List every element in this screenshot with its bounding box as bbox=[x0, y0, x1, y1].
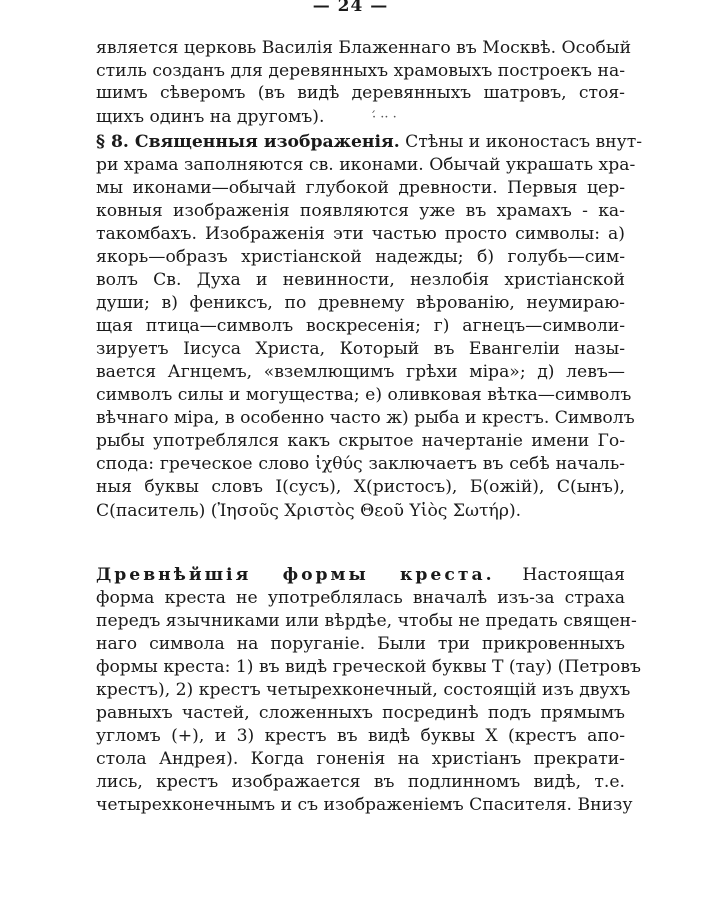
text-line bbox=[96, 269, 625, 291]
text-run: Настоящая bbox=[494, 565, 626, 585]
text-run: четырехконечнымъ и съ изображеніемъ Спасителя. Внизу bbox=[96, 795, 633, 815]
text-run: щая птица—символъ воскресенія; г) агнецъ—символи- bbox=[96, 316, 625, 336]
text-line bbox=[96, 500, 625, 522]
text-run: символъ силы и могущества; е) оливковая вѣтка—символъ bbox=[96, 385, 632, 405]
text-run: такомбахъ. Изображенія эти частью просто символы: а) bbox=[96, 224, 625, 244]
text-line bbox=[96, 200, 625, 222]
text-run: ри храма заполняются св. иконами. Обычай украшать хра- bbox=[96, 155, 636, 175]
text-line bbox=[96, 384, 632, 406]
text-line bbox=[96, 292, 625, 314]
text-line bbox=[96, 361, 625, 383]
text-line bbox=[96, 338, 625, 360]
text-line bbox=[96, 223, 625, 245]
text-run: волъ Св. Духа и невинности, незлобія христіанской bbox=[96, 270, 625, 290]
text-run: души; в) фениксъ, по древнему вѣрованію, неумираю- bbox=[96, 293, 625, 313]
text-run: лись, крестъ изображается въ подлинномъ видѣ, т.е. bbox=[96, 772, 625, 792]
text-line bbox=[96, 315, 625, 337]
text-run: вается Агнцемъ, «вземлющимъ грѣхи міра»; д) левъ— bbox=[96, 362, 625, 382]
text-line bbox=[96, 564, 625, 586]
text-run: форма креста не употреблялась вначалѣ изъ-за страха bbox=[96, 588, 625, 608]
text-line bbox=[96, 246, 625, 268]
text-line bbox=[96, 725, 625, 747]
section-heading: § 8. Священныя изображенія. bbox=[96, 132, 400, 152]
text-line bbox=[96, 430, 625, 452]
text-line bbox=[96, 679, 631, 701]
text-run: шимъ сѣверомъ (въ видѣ деревянныхъ шатровъ, стоя- bbox=[96, 83, 625, 103]
text-run: является церковь Василія Блаженнаго въ Москвѣ. Особый bbox=[96, 38, 632, 58]
text-line bbox=[96, 656, 641, 678]
page-number: — 24 — bbox=[312, 0, 389, 16]
text-line bbox=[96, 587, 625, 609]
text-run: рыбы употреблялся какъ скрытое начертаніе имени Го- bbox=[96, 431, 625, 451]
text-run: стиль созданъ для деревянныхъ храмовыхъ построекъ на- bbox=[96, 61, 625, 81]
text-run: спода: греческое слово ἰχθύς заключаетъ въ себѣ началь- bbox=[96, 454, 625, 474]
text-run: наго символа на поруганіе. Были три прикровенныхъ bbox=[96, 634, 625, 654]
text-run: Стѣны и иконостасъ внут- bbox=[399, 132, 643, 152]
text-line bbox=[96, 633, 625, 655]
text-run: мы иконами—обычай глубокой древности. Первыя цер- bbox=[96, 178, 625, 198]
text-line bbox=[96, 771, 625, 793]
text-line bbox=[96, 82, 625, 104]
text-run: ковныя изображенія появляются уже въ храмахъ - ка- bbox=[96, 201, 625, 221]
text-line bbox=[96, 131, 643, 153]
section-heading: Древнѣйшія формы креста. bbox=[96, 565, 495, 585]
text-run: С(паситель) (Ἰησοῦς Χριστὸς Θεοῦ Υἱὸς Σωτήρ). bbox=[96, 501, 522, 521]
text-run: формы креста: 1) въ видѣ греческой буквы Т (тау) (Петровъ bbox=[96, 657, 641, 677]
text-run: ныя буквы словъ І(сусъ), Х(ристосъ), Б(ожій), С(ынъ), bbox=[96, 477, 625, 497]
text-run: якорь—образъ христіанской надежды; б) голубь—сим- bbox=[96, 247, 625, 267]
text-line bbox=[96, 177, 625, 199]
text-line bbox=[96, 610, 637, 632]
text-run: стола Андрея). Когда гоненія на христіанъ прекрати- bbox=[96, 749, 625, 769]
text-run: равныхъ частей, сложенныхъ посрединѣ подъ прямымъ bbox=[96, 703, 625, 723]
text-run: зируетъ Іисуса Христа, Который въ Евангеліи назы- bbox=[96, 339, 625, 359]
text-run: крестъ), 2) крестъ четырехконечный, состоящій изъ двухъ bbox=[96, 680, 631, 700]
text-line bbox=[96, 453, 625, 475]
margin-mark: ·́ ·· · bbox=[372, 110, 397, 125]
text-line bbox=[96, 154, 636, 176]
text-run: передъ язычниками или вѣрдѣе, чтобы не предать священ- bbox=[96, 611, 637, 631]
text-line bbox=[96, 476, 625, 498]
text-line bbox=[96, 106, 625, 128]
text-line bbox=[96, 60, 625, 82]
text-line bbox=[96, 794, 633, 816]
text-line bbox=[96, 748, 625, 770]
text-run: вѣчнаго міра, в особенно часто ж) рыба и крестъ. Символъ bbox=[96, 408, 635, 428]
text-line bbox=[96, 407, 635, 429]
text-line bbox=[96, 702, 625, 724]
text-run: угломъ (+), и 3) крестъ въ видѣ буквы Х (крестъ апо- bbox=[96, 726, 625, 746]
text-run: щихъ одинъ на другомъ). bbox=[96, 107, 325, 127]
text-line bbox=[96, 37, 632, 59]
